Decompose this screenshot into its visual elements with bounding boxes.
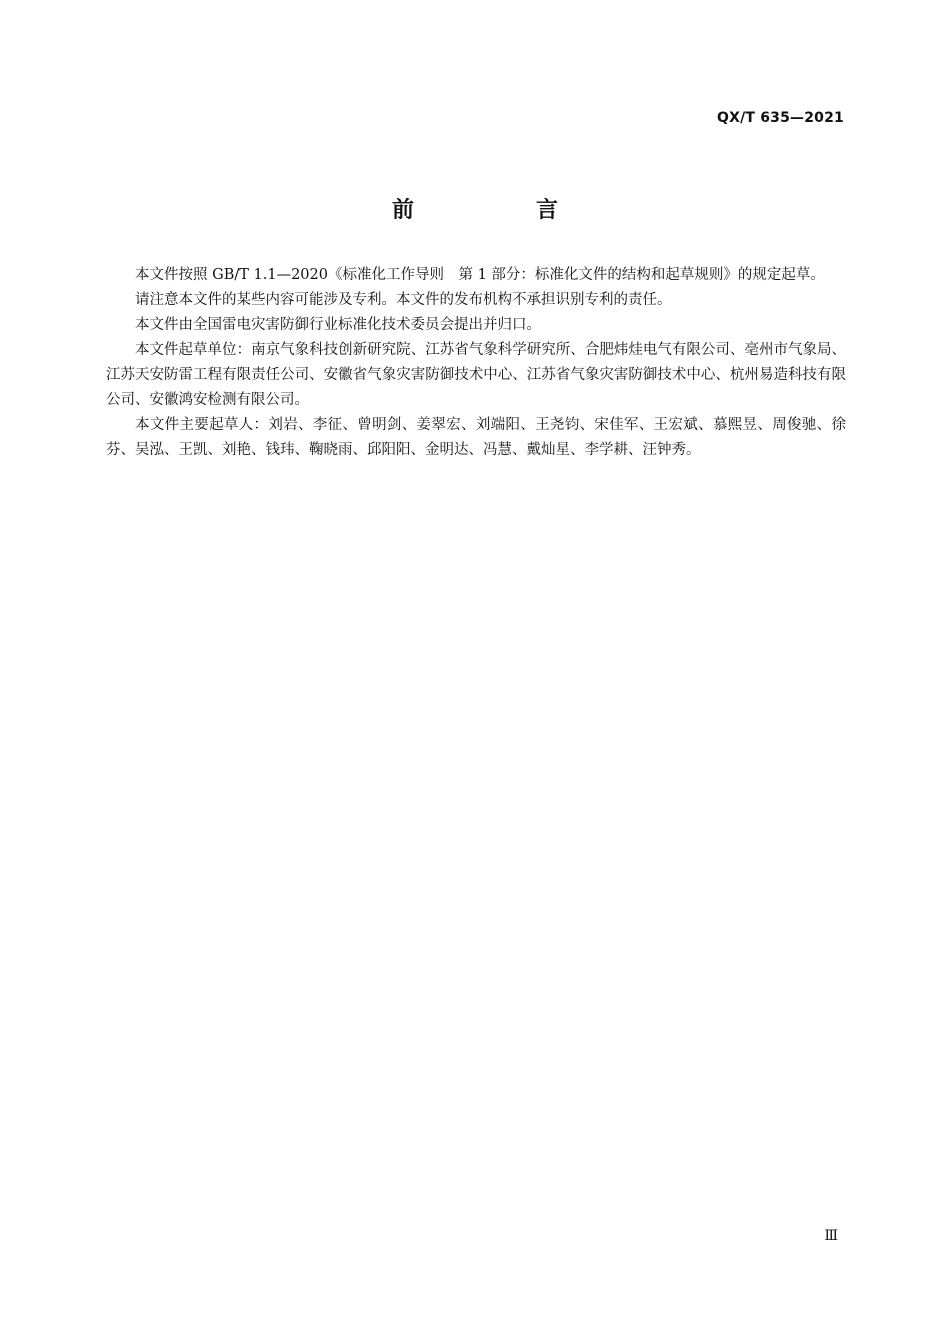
paragraph-main-drafters: 本文件主要起草人：刘岩、李征、曾明剑、姜翠宏、刘端阳、王尧钧、宋佳军、王宏斌、慕熙昱、周俊驰、徐芬、吴泓、王凯、刘艳、钱玮、鞠晓雨、邱阳阳、金明达、冯慧、戴灿星、李学耕、汪钟秀。 xyxy=(106,417,846,458)
standard-code: QX/T 635—2021 xyxy=(716,110,844,126)
paragraph-proposing-committee: 本文件由全国雷电灾害防御行业标准化技术委员会提出并归口。 xyxy=(135,317,541,333)
paragraph-patent-notice: 请注意本文件的某些内容可能涉及专利。本文件的发布机构不承担识别专利的责任。 xyxy=(135,292,672,308)
page-number: Ⅲ xyxy=(824,1228,838,1244)
section-title: 前 言 xyxy=(391,198,608,223)
paragraph-drafting-rules: 本文件按照 GB/T 1.1—2020《标准化工作导则 第 1 部分：标准化文件的结构和起草规则》的规定起草。 xyxy=(135,267,825,283)
paragraph-drafting-units: 本文件起草单位：南京气象科技创新研究院、江苏省气象科学研究所、合肥炜烓电气有限公司、亳州市气象局、江苏天安防雷工程有限责任公司、安徽省气象灾害防御技术中心、江苏省气象灾害防御技术中心、杭州易造科技有限公司、安徽鸿安检测有限公司。 xyxy=(106,342,846,408)
foreword-body xyxy=(106,263,846,463)
